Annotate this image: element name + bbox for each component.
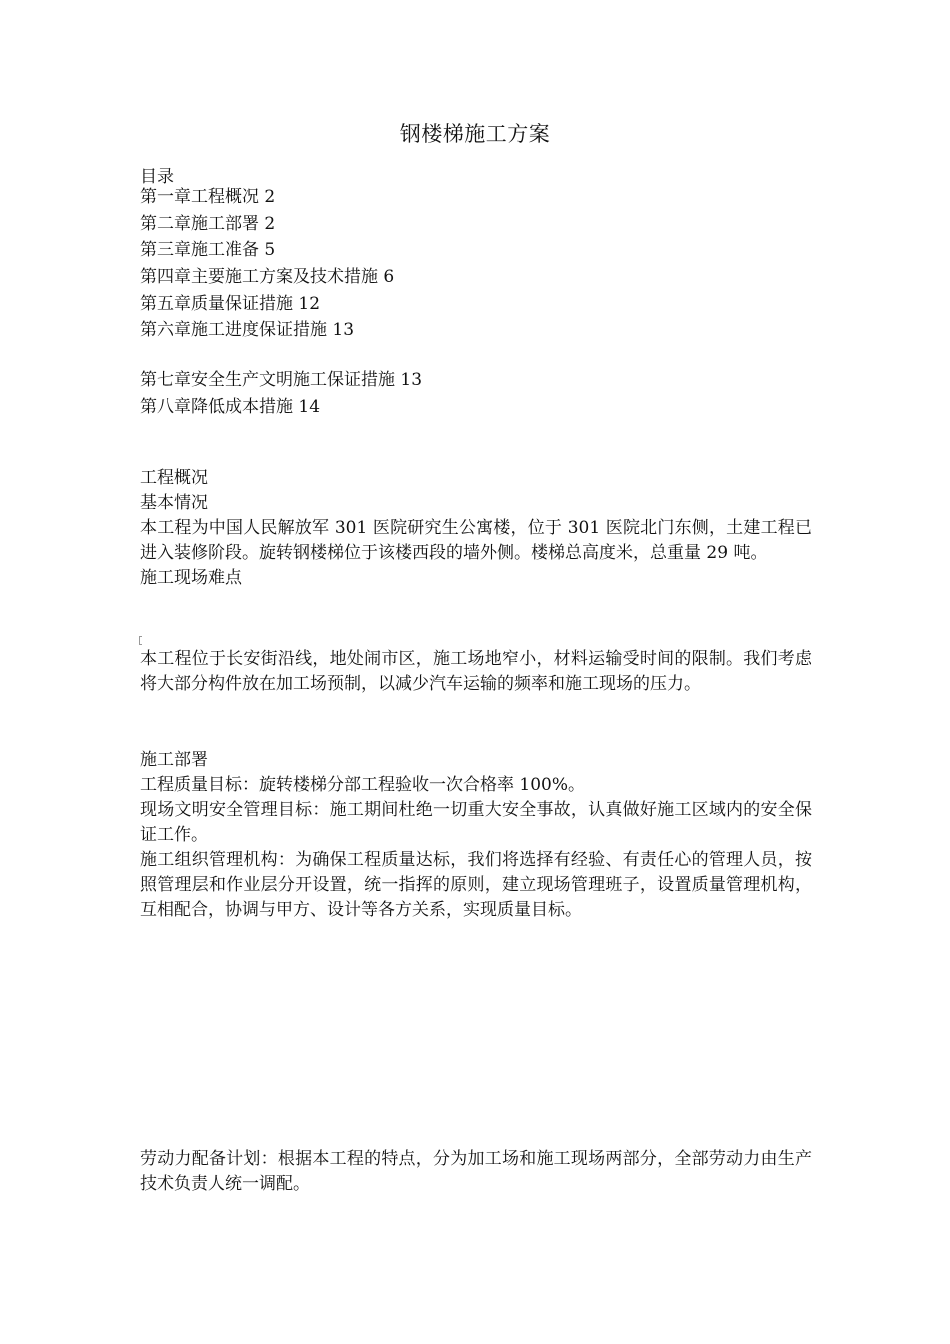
paragraph-organization: 施工组织管理机构：为确保工程质量达标，我们将选择有经验、有责任心的管理人员，按照管理层和作业层分开设置，统一指挥的原则，建立现场管理班子，设置质量管理机构，互相配合，协调与甲方、设计等各方关系，实现质量目标。 — [140, 850, 812, 920]
toc-group-1 — [140, 184, 812, 344]
toc-item-chapter-4[interactable]: 第四章主要施工方案及技术措施 6 — [140, 267, 395, 288]
toc-item-chapter-7[interactable]: 第七章安全生产文明施工保证措施 13 — [140, 370, 423, 390]
toc-item-chapter-8[interactable]: 第八章降低成本措施 14 — [140, 396, 321, 417]
toc-heading: 目录 — [140, 167, 174, 187]
toc-item-chapter-1[interactable]: 第一章工程概况 2 — [140, 187, 276, 207]
section-deployment — [140, 748, 812, 923]
text-cursor-marker — [139, 636, 142, 645]
section-overview — [140, 466, 812, 591]
document-title: 钢楼梯施工方案 — [399, 122, 551, 146]
toc-item-chapter-3[interactable]: 第三章施工准备 5 — [140, 240, 276, 261]
section-heading-deployment: 施工部署 — [140, 750, 208, 770]
paragraph-quality-goal: 工程质量目标：旋转楼梯分部工程验收一次合格率 100%。 — [140, 775, 586, 795]
labor-plan-block — [140, 1147, 812, 1197]
paragraph-safety-goal: 现场文明安全管理目标：施工期间杜绝一切重大安全事故，认真做好施工区域内的安全保证工作。 — [140, 800, 812, 845]
toc-group-2 — [140, 367, 812, 420]
subheading-basic-info: 基本情况 — [140, 493, 208, 513]
toc-item-chapter-5[interactable]: 第五章质量保证措施 12 — [140, 293, 321, 314]
paragraph-site-difficulty: 本工程位于长安街沿线，地处闹市区，施工场地窄小，材料运输受时间的限制。我们考虑将大部分构件放在加工场预制，以减少汽车运输的频率和施工现场的压力。 — [140, 649, 812, 694]
paragraph-labor-plan: 劳动力配备计划：根据本工程的特点，分为加工场和施工现场两部分，全部劳动力由生产技术负责人统一调配。 — [140, 1149, 812, 1194]
difficulty-block — [140, 647, 812, 697]
paragraph-basic-info: 本工程为中国人民解放军 301 医院研究生公寓楼，位于 301 医院北门东侧，土建工程已进入装修阶段。旋转钢楼梯位于该楼西段的墙外侧。楼梯总高度米，总重量 29 吨。 — [140, 518, 812, 563]
toc-item-chapter-6[interactable]: 第六章施工进度保证措施 13 — [140, 320, 355, 341]
subheading-site-difficulty: 施工现场难点 — [140, 568, 242, 588]
section-heading-overview: 工程概况 — [140, 468, 208, 488]
toc-item-chapter-2[interactable]: 第二章施工部署 2 — [140, 213, 276, 234]
